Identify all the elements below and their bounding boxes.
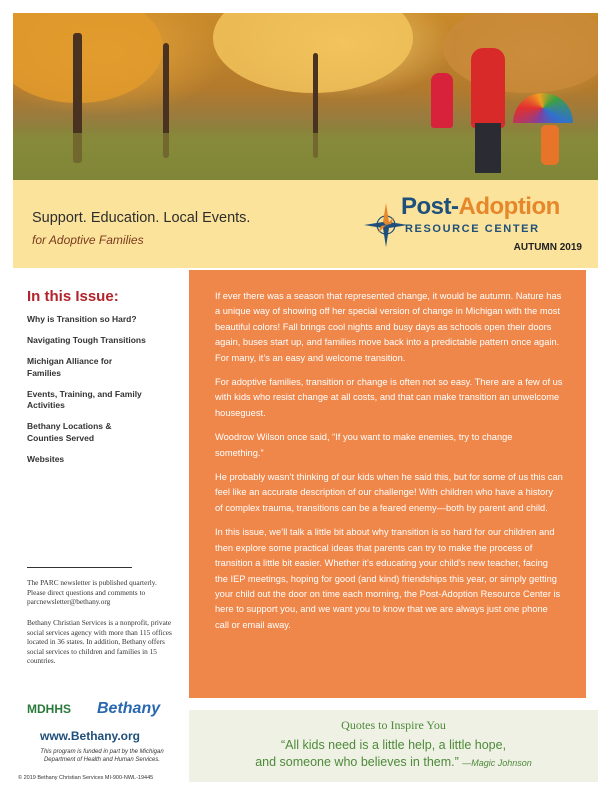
quote-text	[189, 737, 598, 772]
issue-item[interactable]: Events, Training, and Family Activities	[27, 388, 142, 410]
quote-heading: Quotes to Inspire You	[341, 718, 446, 732]
logo-subname: RESOURCE CENTER	[405, 223, 540, 235]
funding-note: This program is funded in part by the Michigan Department of Health and Human Services.	[40, 749, 164, 763]
logo-name: Post-Adoption	[401, 193, 560, 220]
article-paragraph: In this issue, we’ll talk a little bit about why transition is so hard for our children and then explore some practical ideas that parents can try to make the process of transition a little bit easier. Whether it’s educating your child’s new teacher, facing the IEP meetings, hoping for good (and kind) friendships this year, or simply getting your child out the door on time each morning, the Post-Adoption Resource Center is here to support you, and we want you to know that we are always just one phone call or email away.	[215, 527, 561, 630]
bethany-logo: Bethany	[97, 700, 161, 717]
mdhhs-logo: MDHHS	[27, 702, 71, 716]
ground	[13, 133, 598, 180]
divider	[27, 567, 132, 568]
quote-box	[189, 710, 598, 782]
quote-author: —Magic Johnson	[462, 758, 532, 768]
in-this-issue	[27, 288, 172, 475]
issue-item[interactable]: Michigan Alliance for Families	[27, 356, 113, 378]
issue-heading: In this Issue:	[27, 288, 119, 305]
adult-figure	[471, 48, 505, 128]
quote-line-1: “All kids need is a little help, a little hope,	[280, 738, 507, 752]
article-paragraph: For adoptive families, transition or change is often not so easy. There are a few of us with kids who resist change at all costs, and that can make transition an unwelcome houseguest.	[215, 377, 563, 418]
parc-logo	[363, 192, 593, 262]
season-label: AUTUMN 2019	[513, 242, 582, 253]
website-link[interactable]: www.Bethany.org	[40, 729, 141, 743]
quote-line-2: and someone who believes in them.”	[255, 755, 459, 769]
partner-logos	[27, 700, 167, 720]
article-paragraph: If ever there was a season that represented change, it would be autumn. Nature has a unique way of showing off her special version of change in Michigan with the most beautiful colors! Fall brings cool nights and busy days as schools open their doors again, buses start up, and families move back into a predictable pattern once again. For many, it’s an easy and welcome transition.	[215, 291, 562, 363]
adult-legs	[475, 123, 501, 173]
issue-item[interactable]: Navigating Tough Transitions	[27, 335, 146, 345]
main-article	[189, 270, 586, 698]
newsletter-note: The PARC newsletter is published quarterly. Please direct questions and comments to parcnewsletter@bethany.org	[27, 578, 157, 607]
issue-item[interactable]: Bethany Locations & Counties Served	[27, 421, 112, 443]
article-paragraph: He probably wasn’t thinking of our kids when he said this, but for some of us this can feel like an accurate description of our challenge! With children who have a history of complex trauma, transitions can be a feared enemy—both by parent and child.	[215, 472, 563, 513]
issue-item[interactable]: Websites	[27, 453, 65, 464]
small-child-figure	[541, 125, 559, 165]
child-figure	[431, 73, 453, 128]
foliage-left	[13, 13, 163, 103]
tagline: Support. Education. Local Events.	[32, 210, 251, 226]
copyright: © 2019 Bethany Christian Services MI-900-NWL-19445	[18, 775, 154, 781]
umbrella	[513, 93, 573, 123]
foliage-right	[443, 13, 598, 93]
issue-item[interactable]: Why is Transition so Hard?	[27, 314, 137, 324]
article-paragraph: Woodrow Wilson once said, “If you want to make enemies, try to change something.”	[215, 432, 513, 458]
hero-photo	[13, 13, 598, 180]
header-banner	[13, 180, 598, 268]
bethany-note: Bethany Christian Services is a nonprofit, private social services agency with more than 115 offices located in 36 states. In addition, Bethany offers social services to children and families in 15 countries.	[27, 618, 172, 666]
subtagline: for Adoptive Families	[32, 233, 144, 247]
